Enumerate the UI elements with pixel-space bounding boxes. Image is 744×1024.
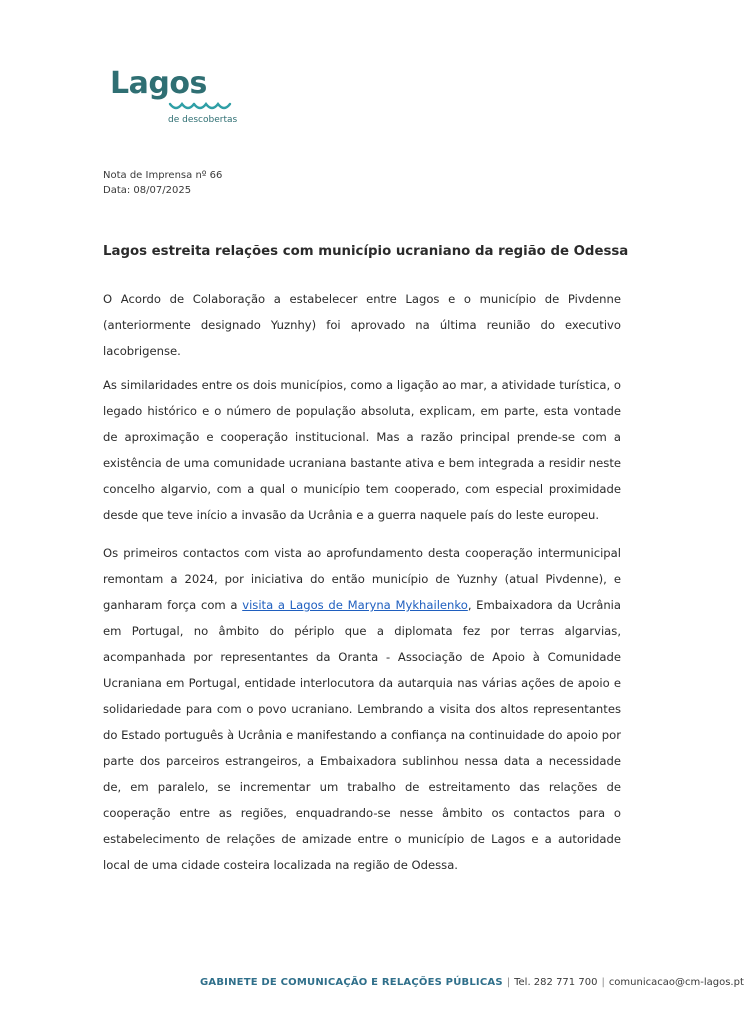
logo-wordmark: Lagos [110,66,207,101]
footer-email[interactable]: comunicacao@cm-lagos.pt [608,977,744,988]
press-date: Data: 08/07/2025 [103,185,192,196]
waves-icon [168,100,236,112]
press-note-number: Nota de Imprensa nº 66 [103,170,223,181]
logo-tagline: de descobertas [168,115,238,125]
page-footer [200,977,744,988]
paragraph-1: O Acordo de Colaboração a estabelecer entre Lagos e o município de Pivdenne (anteriormente designado Yuznhy) foi aprovado na última reunião do executivo lacobrigense. [103,292,621,358]
lagos-logo [110,66,250,136]
paragraph-3 [103,540,621,878]
footer-separator: | [506,977,511,988]
document-title: Lagos estreita relações com município ucraniano da região de Odessa [103,244,629,259]
paragraph-3-intro: Os primeiros contactos com vista ao aprofundamento desta cooperação intermunicipal remontam a 2024, por iniciativa do então município de Yuznhy (atual Pivdenne), e ganharam força com a [103,546,621,612]
visit-link[interactable]: visita a Lagos de Maryna Mykhailenko [242,598,468,612]
footer-department: GABINETE DE COMUNICAÇÃO E RELAÇÕES PÚBLICAS [200,977,503,988]
paragraph-2: As similaridades entre os dois municípios, como a ligação ao mar, a atividade turística, o legado histórico e o número de população absoluta, explicam, em parte, esta vontade de aproximação e cooperação institucional. Mas a razão principal prende-se com a existência de uma comunidade ucraniana bastante ativa e bem integrada a residir neste concelho algarvio, com a qual o município tem cooperado, com especial proximidade desde que teve início a invasão da Ucrânia e a guerra naquele país do leste europeu. [103,378,621,522]
paragraph-3-rest: , Embaixadora da Ucrânia em Portugal, no âmbito do périplo que a diplomata fez por terras algarvias, acompanhada por representantes da Oranta - Associação de Apoio à Comunidade Ucraniana em Portugal, entidade interlocutora da autarquia nas várias ações de apoio e solidariedade para com o povo ucraniano. Lembrando a visita dos altos representantes do Estado português à Ucrânia e manifestando a confiança na continuidade do apoio por parte dos parceiros estrangeiros, a Embaixadora sublinhou nessa data a necessidade de, em paralelo, se incrementar um trabalho de estreitamento das relações de cooperação entre as regiões, enquadrando-se nesse âmbito os contactos para o estabelecimento de relações de amizade entre o município de Lagos e a autoridade local de uma cidade costeira localizada na região de Odessa. [103,598,622,872]
footer-phone: Tel. 282 771 700 [514,977,598,988]
press-meta [103,168,222,198]
footer-separator: | [601,977,605,988]
